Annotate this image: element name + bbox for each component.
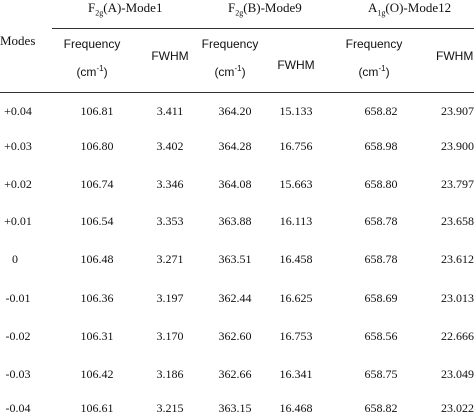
- value-cell: 106.80: [80, 139, 114, 153]
- row-header-modes: Modes: [0, 33, 36, 48]
- frequency-header-2: Frequency: [201, 37, 259, 51]
- value-cell: 15.663: [279, 177, 313, 191]
- value-cell: 16.753: [279, 329, 313, 343]
- mode-cell: -0.03: [5, 367, 31, 381]
- mode-cell: +0.03: [4, 139, 32, 153]
- value-cell: 106.36: [80, 291, 114, 305]
- value-cell: 16.458: [279, 252, 313, 266]
- value-cell: 16.113: [279, 214, 313, 228]
- value-cell: 3.271: [156, 252, 184, 266]
- value-cell: 364.28: [218, 139, 252, 153]
- value-cell: 106.81: [80, 104, 114, 118]
- value-cell: 3.411: [156, 104, 184, 118]
- value-cell: 362.60: [218, 329, 252, 343]
- value-cell: 16.756: [279, 139, 313, 153]
- value-cell: 106.61: [80, 401, 114, 415]
- value-cell: 658.78: [364, 214, 398, 228]
- group-header-3: [368, 0, 451, 18]
- frequency-unit-1: [52, 64, 132, 79]
- value-cell: 658.82: [364, 401, 398, 415]
- mode-cell: 0: [12, 252, 18, 266]
- unit-post-3: ): [385, 65, 390, 79]
- group-header-1: [88, 0, 162, 18]
- frequency-header-3: Frequency: [345, 37, 403, 51]
- group-header-3-sub: 1g: [377, 8, 386, 18]
- unit-sup-3: -1: [378, 64, 386, 73]
- value-cell: 658.82: [364, 104, 398, 118]
- mode-cell: -0.01: [5, 291, 31, 305]
- unit-post-1: ): [103, 65, 108, 79]
- table-row: [0, 291, 474, 311]
- group-header-2-main: F: [228, 0, 236, 15]
- fwhm-header-3: FWHM: [436, 49, 474, 63]
- value-cell: 16.625: [279, 291, 313, 305]
- value-cell: 363.51: [218, 252, 252, 266]
- group-header-2-sub: 2g: [235, 8, 244, 18]
- value-cell: 23.612: [441, 252, 474, 266]
- fwhm-header-1: FWHM: [151, 49, 189, 63]
- table-row: [0, 401, 474, 419]
- frequency-unit-2: [190, 64, 270, 79]
- unit-post-2: ): [241, 65, 246, 79]
- group-header-1-rest: (A)-Mode1: [103, 0, 163, 15]
- value-cell: 16.468: [279, 401, 313, 415]
- value-cell: 106.54: [80, 214, 114, 228]
- value-cell: 23.022: [441, 401, 474, 415]
- frequency-header-1: Frequency: [63, 37, 121, 51]
- value-cell: 3.402: [156, 139, 184, 153]
- value-cell: 106.42: [80, 367, 114, 381]
- table-row: [0, 104, 474, 124]
- value-cell: 3.186: [156, 367, 184, 381]
- group-header-1-sub: 2g: [95, 8, 104, 18]
- group-header-2: [228, 0, 302, 18]
- value-cell: 23.900: [441, 139, 474, 153]
- frequency-unit-3: [334, 64, 414, 79]
- value-cell: 106.74: [80, 177, 114, 191]
- value-cell: 658.98: [364, 139, 398, 153]
- value-cell: 3.346: [156, 177, 184, 191]
- value-cell: 364.08: [218, 177, 252, 191]
- table-row: [0, 139, 474, 159]
- group-header-3-rest: (O)-Mode12: [385, 0, 452, 15]
- mode-cell: -0.02: [5, 329, 31, 343]
- table-row: [0, 214, 474, 234]
- mode-cell: +0.04: [4, 104, 32, 118]
- value-cell: 22.666: [441, 329, 474, 343]
- table-row: [0, 367, 474, 387]
- value-cell: 658.69: [364, 291, 398, 305]
- value-cell: 3.170: [156, 329, 184, 343]
- unit-sup-2: -1: [234, 64, 242, 73]
- table-row: [0, 329, 474, 349]
- group-header-3-main: A: [368, 0, 378, 15]
- value-cell: 106.31: [80, 329, 114, 343]
- table-row: [0, 177, 474, 197]
- value-cell: 23.658: [441, 214, 474, 228]
- value-cell: 23.013: [441, 291, 474, 305]
- group-header-2-rest: (B)-Mode9: [243, 0, 302, 15]
- value-cell: 658.80: [364, 177, 398, 191]
- value-cell: 3.215: [156, 401, 184, 415]
- unit-pre-2: (cm: [214, 65, 235, 79]
- value-cell: 362.66: [218, 367, 252, 381]
- value-cell: 23.797: [441, 177, 474, 191]
- unit-pre-1: (cm: [76, 65, 97, 79]
- mode-cell: +0.02: [4, 177, 32, 191]
- unit-pre-3: (cm: [358, 65, 379, 79]
- value-cell: 362.44: [218, 291, 252, 305]
- group-header-rule: [52, 28, 474, 29]
- header-bottom-rule: [0, 92, 474, 93]
- value-cell: 3.353: [156, 214, 184, 228]
- value-cell: 23.907: [441, 104, 474, 118]
- mode-cell: +0.01: [4, 214, 32, 228]
- value-cell: 658.78: [364, 252, 398, 266]
- value-cell: 15.133: [279, 104, 313, 118]
- value-cell: 363.15: [218, 401, 252, 415]
- value-cell: 364.20: [218, 104, 252, 118]
- table-row: [0, 252, 474, 272]
- value-cell: 3.197: [156, 291, 184, 305]
- value-cell: 658.56: [364, 329, 398, 343]
- value-cell: 23.049: [441, 367, 474, 381]
- value-cell: 16.341: [279, 367, 313, 381]
- mode-cell: -0.04: [5, 401, 31, 415]
- fwhm-header-2: FWHM: [277, 58, 315, 72]
- value-cell: 658.75: [364, 367, 398, 381]
- value-cell: 363.88: [218, 214, 252, 228]
- value-cell: 106.48: [80, 252, 114, 266]
- unit-sup-1: -1: [96, 64, 104, 73]
- group-header-1-main: F: [88, 0, 96, 15]
